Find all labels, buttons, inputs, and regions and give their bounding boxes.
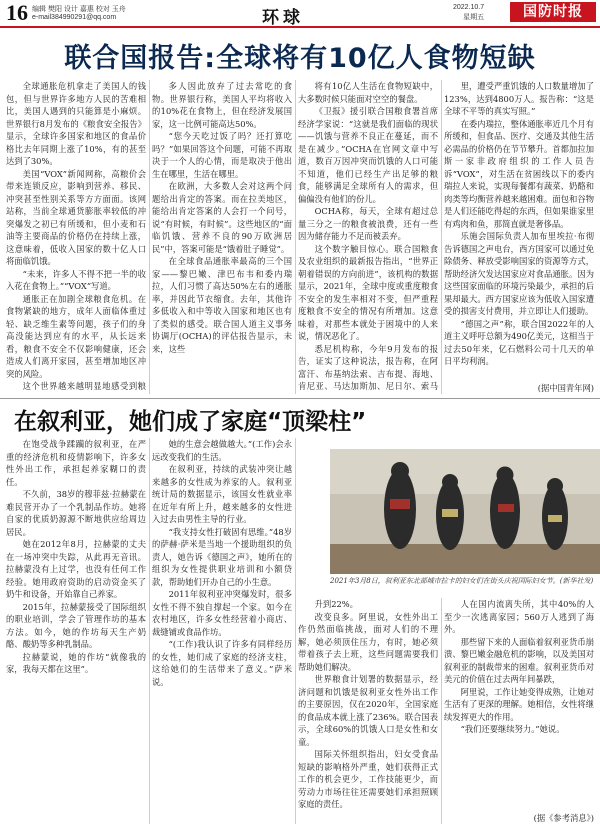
- editor-line: 编辑 樊阳 设计 嘉惠 校对 玉舟: [32, 6, 126, 13]
- article2-credit: (据《参考消息》): [533, 813, 594, 823]
- photo-illustration: [330, 449, 600, 574]
- newspaper-logo: 国防时报: [510, 2, 596, 22]
- paragraph: 阿里说，工作让她变得成熟，让她对生活有了更深的理解。她相信，女性将继续发挥更大的作用。: [444, 686, 594, 722]
- article2-column-2: [152, 438, 292, 824]
- paragraph: 这个世界越来越明显地感受到粮: [22, 381, 146, 391]
- paragraph: 她在2012年8月，拉赫蒙的丈夫在一场冲突中失踪，从此再无音讯。拉赫蒙没有上过学，也没有任何工作经验。她用政府资助的启动资金买了奶牛和设备，开始靠自己养家。: [6, 539, 146, 599]
- paragraph: “我支持女性打破固有思维。”48岁的萨赫·萨米是当地一个援助组织的负责人，她告诉《德国之声》，她所在的组织为女性提供职业培训和小额贷款，帮助她们开办自己的小生意。: [152, 526, 292, 587]
- paragraph: 悉尼机构称，今年9月发布的报告，证实了这种说法，报告称，在阿富汗、布基纳法索、吉布提、海地、肯尼亚、马达加斯加、尼日尔、索马: [298, 343, 438, 391]
- masthead: [0, 0, 600, 28]
- paragraph: “未来，许多人不得不把一半的收入花在食物上。”“VOX”写道。: [6, 268, 146, 291]
- article1-headline: 联合国报告:全球将有10亿人食物短缺: [64, 43, 536, 74]
- paragraph: 国际关怀组织指出，妇女受食品短缺的影响格外严重，她们获得正式工作的机会更少，工作技能更少，而劳动力市场往往还需要她们承担照顾家庭的责任。: [298, 749, 438, 809]
- issue-date-value: 2022.10.7: [453, 4, 485, 11]
- paragraph: 2011年叙利亚冲突爆发时，很多女性不得不独自撑起一个家。如今在农村地区，许多女性经营着小商店、裁缝铺或食品作坊。: [152, 589, 292, 637]
- paragraph: 在饱受战争蹂躏的叙利亚，在严重的经济危机和疫情影响下，许多女性外出工作，承担起养家糊口的责任。: [6, 439, 146, 487]
- section-title: 环球: [262, 8, 304, 28]
- page-number: 16: [6, 0, 28, 25]
- paragraph: “德国之声”称，联合国2022年的人道主义呼吁总额为490亿美元，这相当于过去50年来，亿石燃料公司十几天的单日平均利润。: [444, 318, 594, 366]
- paragraph: 美国“VOX”新闻网称，高粮价会带来连锁反应，影响到营养、移民、冲突甚至性别关系等方方面面。该网站称，当前全球通货膨胀率较低的冲突爆发之初已有所缓和，但小麦和石油等主要商品的价格仍在持续上涨，这意味着，低收入国家的数十亿人口将面临饥饿。: [6, 168, 146, 266]
- paragraph: 将有10亿人生活在食物短缺中，大多数时候只能面对空空的餐盘。: [298, 81, 438, 104]
- photo-caption: 2021年3月8日，叙利亚东北部城市拉卡的妇女们在街头庆祝国际妇女节。(新华社发): [330, 577, 594, 585]
- paragraph: 里，遭受严重饥饿的人口数量增加了123%，达到4800万人。报告称：“这是全球不平等的真实写照。”: [444, 81, 594, 116]
- paragraph: 通胀正在加剧全球粮食危机。在食物紧缺的地方，成年人面临体重过轻、缺乏维生素等问题，孩子们的身高没能达到应有的水平，从长远来看，粮食不安全不仅影响健康，还会造成人们离开家园，甚至增加地区冲突的风险。: [6, 293, 146, 379]
- article2-column-4: [444, 598, 594, 812]
- paragraph: 改变良多。阿里说，女性外出工作仍然面临挑战，面对人们的不理解，她必须顶住压力，有时，她必须带着孩子去上班，这些问题需要我们帮助她们解决。: [298, 611, 438, 672]
- paragraph: 多人因此放弃了过去常吃的食物。世界银行称，美国人平均将收入的10%花在食物上，但在经济发展国家，这一比例可能高达50%。: [152, 81, 292, 129]
- article1-column-1: [6, 80, 146, 394]
- article1-column-3: [298, 80, 438, 394]
- paragraph: 那些留下来的人面临着叙利亚货币崩溃、黎巴嫩金融危机的影响，以及美国对叙利亚的制裁带来的困难。叙利亚货币对美元的价值在过去两年间暴跌，: [444, 636, 594, 684]
- paragraph: 世界粮食计划署的数据显示，经济问题和饥饿是叙利亚女性外出工作的主要原因，仅在2020年，全国家庭的食品成本就上涨了236%。联合国表示，全球60%的饥饿人口是女性和女童。: [298, 674, 438, 747]
- article2-column-3: [298, 438, 328, 608]
- paragraph: 她的生意会越做越大。”(工作)会永远改变我们的生活。: [152, 439, 292, 462]
- paragraph: 2015年，拉赫蒙接受了国际组织的职业培训，学会了管理作坊的基本方法。如今，她的作坊每天生产奶酪、酸奶等多种乳制品。: [6, 601, 146, 649]
- paragraph: 《卫报》援引联合国粮食署首席经济学家说：“这就是我们面临的现状——饥饿与营养不良正在蔓延，而不是在减少。”OCHA在官网文章中写道，数百万因冲突而饥饿的人口可能不知道，他们已经生产出足够的粮食，能够满足全球所有人的需求，但偏偏没有他们的份儿。: [298, 106, 438, 204]
- paragraph: 在叙利亚，持续的武装冲突让越来越多的女性成为养家的人。叙利亚统计局的数据显示，该国女性就业率在近年有所上升，越来越多的女性进入过去由男性主导的行业。: [152, 464, 292, 524]
- article2-column-3-continued: [298, 598, 438, 824]
- paragraph: 升到22%。: [314, 599, 358, 609]
- paragraph: 不久前，38岁的穆菲兹·拉赫蒙在难民营开办了一个乳制品作坊。她将自家的优质奶源源不断地供应给周边居民。: [6, 489, 146, 537]
- paragraph: 在欧洲，大多数人会对这两个问题给出肯定的答案。而在拉美地区，能给出肯定答案的人会打一个问号，说“有时候，有时候”。这些地区的“面临饥饿、营养不良的90万欧洲居民”中，答案可能是“饿着肚子睡觉”。: [152, 181, 292, 254]
- section-divider: [0, 398, 600, 399]
- paragraph: 人在国内流离失所，其中40%的人至少一次逃离家园；560万人逃到了海外。: [444, 599, 594, 634]
- paragraph: 全球通胀危机拿走了美国人的钱包，但与世界许多地方人民的苦难相比，美国人遇到的只能算是小麻烦。世界银行8月发布的《粮食安全报告》显示，全球许多国家和地区的食品价格比去年同期上涨了10%，有的甚至达到了30%。: [6, 81, 146, 166]
- article2-column-1: [6, 438, 146, 824]
- paragraph: “您今天吃过饭了吗？还打算吃吗？”如果回答这个问题，可能不再取决于一个人的心情，而是取决于他出生在哪里，生活在哪里。: [152, 131, 292, 179]
- paragraph: 拉赫蒙说，她的作坊“就像我的家，我每天都在这里”。: [6, 651, 146, 674]
- paragraph: 乐施会国际负责人加布里埃拉·布彻告诉德国之声电台，西方国家可以通过免除债务、释放受影响国家的资源等方式，帮助经济欠发达国家应对食品通胀。因为这些国家面临的环境污染最少，承担的后果却最大。西方国家应该为低收入国家遭受的损害支付费用，并立即让人们援助。: [444, 231, 594, 316]
- paragraph: 在委内瑞拉，整体通胀率近几个月有所缓和，但食品、医疗、交通及其他生活必需品的价格仍在节节攀升。首都加拉加斯一家非政府组织的工作人员告诉“VOX”，对生活在贫困线以下的委内瑞拉人来说，实现每餐都有蔬菜、奶酪和肉类等均衡营养越来越困难。面包和谷物是人们还能吃得起的东西，但如果谁家里有鸡肉和鱼，那简直就是奢侈品。: [444, 118, 594, 229]
- paragraph: “我们还要继续努力。”她说。: [460, 724, 565, 734]
- issue-weekday: 星期五: [463, 14, 485, 21]
- paragraph: “(工作)我认识了许多有同样经历的女性，她们成了家庭的经济支柱，这给她们的生活带来了意义。”萨米说。: [152, 639, 292, 687]
- news-photo: [330, 449, 600, 574]
- editor-email: e-mail384990291@qq.com: [32, 14, 117, 21]
- article2-headline: 在叙利亚，她们成了家庭“顶梁柱”: [14, 409, 367, 435]
- issue-date: [453, 3, 484, 23]
- paragraph: 这个数字触目惊心。联合国粮食及农业组织的最新报告指出，“世界正朝着错误的方向前进”，该机构的数据显示，2021年，全球中度或重度粮食不安全的发生率相对不变，但严重程度粮食不安全的情况有所增加。这意味着，对那些本就处于困境中的人来说，情况恶化了。: [298, 243, 438, 341]
- article1-column-2: [152, 80, 292, 394]
- paragraph: OCHA称，每天，全球有超过总量三分之一的粮食被浪费，还有一些因为储存能力不足而被丢弃。: [298, 206, 438, 241]
- paragraph: 在全球食品通胀率最高的三个国家——黎巴嫩、津巴布韦和委内瑞拉，人们习惯了高达50%左右的通胀率，并因此节衣缩食。去年，其他许多低收入和中等收入国家和地区也有了类似的感受。联合国人道主义事务协调厅(OCHA)的评估报告显示，未来，这些: [152, 256, 292, 354]
- article1-column-4: [444, 80, 594, 380]
- article1-credit: (据中国青年网): [537, 383, 594, 393]
